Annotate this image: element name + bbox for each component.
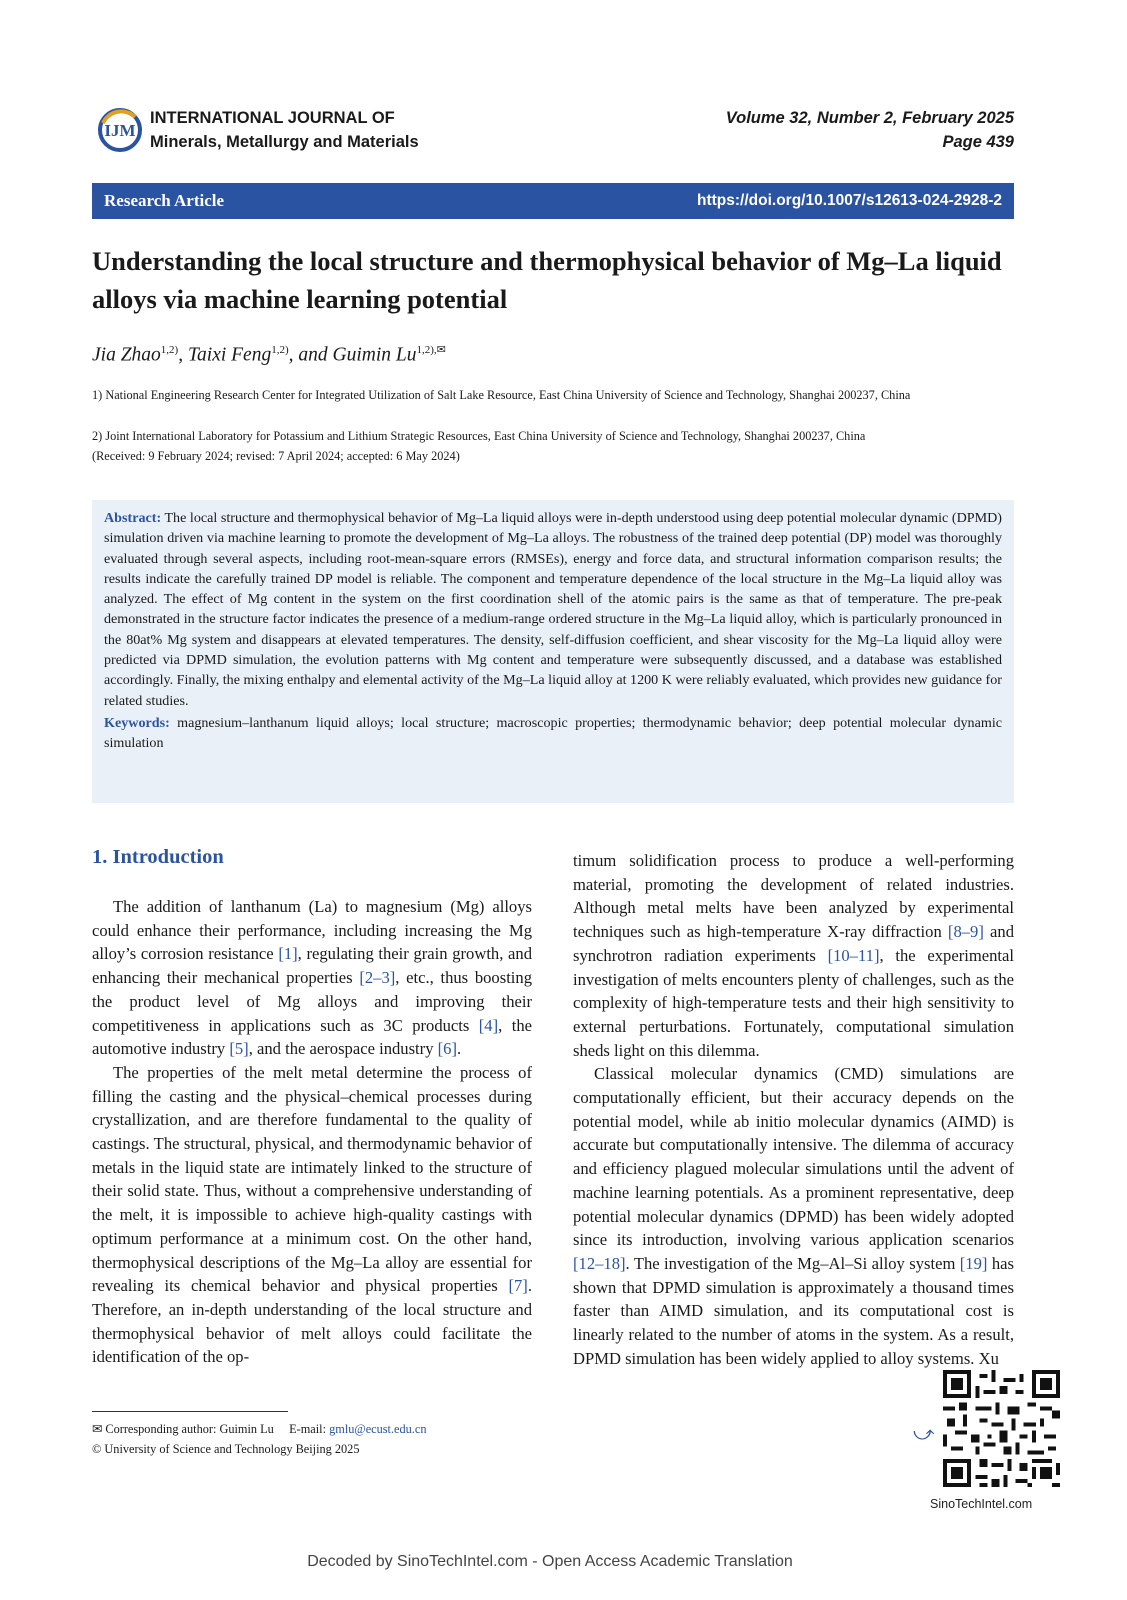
brand-mark-icon: ⤻	[913, 1423, 935, 1445]
journal-logo-icon	[97, 107, 143, 153]
paragraph-text: , etc., thus boosting the product level of Mg alloys and improving their competitiveness in applications such as 3C products	[92, 968, 533, 1035]
abstract-box	[92, 500, 1014, 803]
journal-name-line1: INTERNATIONAL JOURNAL OF	[150, 109, 395, 127]
keywords	[104, 713, 1002, 754]
paragraph-text: . Therefore, an in-depth understanding of the local structure and thermophysical behavior of melt alloys could facilitate the identification of the op-	[92, 1276, 532, 1367]
article-title: Understanding the local structure and thermophysical behavior of Mg–La liquid alloys via machine learning potential	[92, 246, 1002, 314]
paragraph-text: timum solidification process to produce a well-performing material, promoting the development of related industries. Although metal melts have been analyzed by experimental techniques such as high-temperature X-ray diffraction	[573, 851, 1014, 942]
citation-link[interactable]: [1]	[278, 944, 298, 964]
issue-volume: Volume 32, Number 2, February 2025	[725, 109, 1014, 127]
paragraph-text: , and the aerospace industry	[248, 1039, 438, 1059]
citation-link[interactable]: [7]	[508, 1276, 528, 1296]
paragraph-text: The properties of the melt metal determine the process of filling the casting and the physical–chemical processes during crystallization, and are therefore fundamental to the quality of castings. The structural, physical, and thermodynamic behavior of metals in the liquid state are intimately linked to the structure of their solid state. Thus, without a comprehensive understanding of the melt, it is impossible to achieve high-quality castings with optimum performance at a minimum cost. On the other hand, thermophysical descriptions of the Mg–La alloy are essential for revealing its chemical behavior and physical properties	[92, 1062, 532, 1296]
abstract-text: The local structure and thermophysical behavior of Mg–La liquid alloys were in-depth understood using deep potential molecular dynamic (DPMD) simulation driven via machine learning to promote the development of Mg–La alloys. The robustness of the trained deep potential (DP) model was thoroughly evaluated through several aspects, including root-mean-square errors (RMSEs), energy and force data, and structural information comparison results; the results indicate the carefully trained DP model is reliable. The component and temperature dependence of the local structure in the Mg–La liquid alloy was analyzed. The effect of Mg content in the system on the first coordination shell of the atomic pairs is the same as that of temperature. The pre-peak demonstrated in the structure factor indicates the presence of a medium-range ordered structure in the Mg–La liquid alloy, which is particularly pronounced in the 80at% Mg system and disappears at elevated temperatures. The density, self-diffusion coefficient, and shear viscosity for the Mg–La liquid alloy were predicted via DPMD simulation, the evolution patterns with Mg content and temperature were subsequently discussed, and a database was established accordingly. Finally, the mixing enthalpy and elemental activity of the Mg–La liquid alloy at 1200 K were reliably evaluated, which provides new guidance for related studies.	[104, 510, 1002, 709]
issue-info	[726, 106, 1014, 154]
section-heading: 1. Introduction	[92, 846, 224, 868]
abstract-label: Abstract:	[104, 510, 162, 526]
author-sep: , and	[288, 344, 333, 366]
paragraph-text: . The investigation of the Mg–Al–Si alloy system	[625, 1253, 960, 1273]
citation-link[interactable]: [6]	[437, 1039, 457, 1059]
author-affil-sup: 1,2)	[160, 344, 179, 356]
doi-link[interactable]: https://doi.org/10.1007/s12613-024-2928-2	[697, 192, 1002, 209]
email-link[interactable]: gmlu@ecust.edu.cn	[329, 1422, 427, 1436]
citation-link[interactable]: [8–9]	[947, 922, 984, 942]
citation-link[interactable]: [5]	[229, 1039, 249, 1059]
affiliation-1: 1) National Engineering Research Center for Integrated Utilization of Salt Lake Resource, East China University of Science and Technology, Shanghai 200237, China	[92, 388, 911, 402]
author-name: Guimin Lu	[332, 344, 417, 366]
paragraph-text: Classical molecular dynamics (CMD) simulations are computationally efficient, but their accuracy depends on the potential model, while ab initio molecular dynamics (AIMD) is accurate but computationally intensive. The dilemma of accuracy and efficiency plagued molecular simulations until the advent of machine learning potentials. As a prominent representative, deep potential molecular dynamics (DPMD) has been widely adopted since its introduction, involving various application scenarios	[573, 1064, 1014, 1250]
citation-link[interactable]: [2–3]	[359, 968, 396, 988]
paragraph-text: .	[457, 1039, 462, 1059]
watermark-text: Decoded by SinoTechIntel.com - Open Access Academic Translation	[307, 1553, 793, 1570]
author-name: Taixi Feng	[187, 344, 272, 366]
citation-link[interactable]: [12–18]	[573, 1253, 626, 1273]
citation-link[interactable]: [10–11]	[827, 945, 880, 965]
footnote-rule	[92, 1411, 288, 1412]
paragraph	[573, 849, 1014, 1062]
corresponding-author	[92, 1420, 427, 1438]
author-affil-sup: 1,2),	[416, 344, 437, 356]
received-dates: (Received: 9 February 2024; revised: 7 April 2024; accepted: 6 May 2024)	[92, 449, 460, 463]
author-name: Jia Zhao	[92, 344, 161, 366]
citation-link[interactable]: [19]	[959, 1253, 988, 1273]
keywords-label: Keywords:	[104, 714, 170, 731]
issue-page: Page 439	[942, 133, 1014, 151]
author-sep: ,	[178, 344, 188, 366]
copyright: © University of Science and Technology Beijing 2025	[92, 1442, 360, 1456]
paragraph	[92, 895, 532, 1061]
corresponding-label: ✉ Corresponding author: Guimin Lu	[92, 1422, 274, 1436]
paragraph-text: and synchrotron radiation experiments	[573, 922, 1015, 965]
left-column	[92, 895, 532, 1369]
paragraph	[573, 1062, 1014, 1370]
email-label: E-mail:	[289, 1422, 327, 1436]
paragraph	[92, 1061, 532, 1369]
paragraph-text: , the experimental investigation of melts encounters plenty of challenges, such as the complexity of high-temperature tests and their high sensitivity to external perturbations. Fortunately, computational simulation sheds light on this dilemma.	[573, 945, 1014, 1060]
article-type: Research Article	[104, 191, 225, 210]
paragraph-text: The addition of lanthanum (La) to magnesium (Mg) alloys could enhance their performance, including increasing the Mg alloy’s corrosion resistance	[92, 897, 532, 964]
abstract	[104, 508, 1002, 711]
article-banner	[92, 183, 1014, 219]
site-label[interactable]: SinoTechIntel.com	[930, 1497, 1033, 1511]
keywords-text: magnesium–lanthanum liquid alloys; local structure; macroscopic properties; thermodynamic behavior; deep potential molecular dynamic simulation	[104, 714, 1002, 752]
envelope-icon: ✉	[436, 344, 446, 356]
author-list	[92, 343, 446, 367]
paragraph-text: , the automotive industry	[92, 1015, 532, 1059]
svg-text:IJM: IJM	[104, 121, 136, 140]
author-affil-sup: 1,2)	[271, 344, 289, 356]
paragraph-text: , regulating their grain growth, and enhancing their mechanical properties	[92, 944, 532, 988]
journal-name-line2: Minerals, Metallurgy and Materials	[150, 133, 419, 151]
affiliation-2: 2) Joint International Laboratory for Potassium and Lithium Strategic Resources, East China University of Science and Technology, Shanghai 200237, China	[92, 429, 866, 443]
paragraph-text: has shown that DPMD simulation is approximately a thousand times faster than AIMD simulation, and its computational cost is linearly related to the number of atoms in the system. As a result, DPMD simulation has been widely applied to alloy systems. Xu	[573, 1253, 1014, 1368]
citation-link[interactable]: [4]	[478, 1015, 499, 1035]
journal-name	[150, 106, 419, 154]
qr-code-icon[interactable]	[943, 1370, 1060, 1487]
right-column	[573, 849, 1014, 1370]
